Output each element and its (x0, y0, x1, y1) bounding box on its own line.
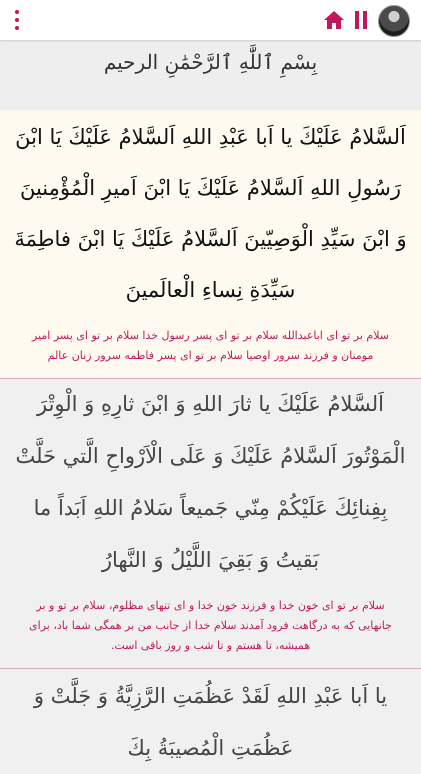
section-divider (0, 668, 421, 669)
more-options-icon[interactable] (10, 10, 24, 30)
section-3-arabic-text[interactable]: يا اَبا عَبْدِ اللهِ لَقَدْ عَظُمَتِ الرَّزِيَّةُ وَ جَلَّتْ وَ عَظُمَتِ الْمُصيبَةُ بِكَ (33, 684, 388, 760)
section-2-arabic-text[interactable]: اَلسَّلامُ عَلَيْكَ يا ثارَ اللهِ وَ ابْنَ ثارِهِ وَ الْوِتْرَ الْمَوْتُورَ اَلسَّلامُ عَلَيْكَ وَ عَلَى الْاَرْواحِ الَّتي حَلَّتْ بِفِنائِكَ عَلَيْكُمْ مِنّي جَميعاً سَلامُ اللهِ اَبَداً ما بَقيتُ وَ بَقِيَ اللَّيْلُ وَ النَّهارُ (15, 392, 406, 572)
avatar[interactable] (378, 5, 410, 37)
top-app-bar (0, 0, 421, 40)
section-2-translation: سلام بر تو ای خون خدا و فرزند خون خدا و ای تنهای مظلوم، سلام بر تو و بر جانهایی که به درگاهت فرود آمدند سلام خدا از جانب من بر همگی شما باد، برای همیشه، تا هستم و تا شب و روز باقی است. (29, 599, 392, 652)
section-1-translation: سلام بر تو ای اباعبدالله سلام بر تو ای پسر رسول خدا سلام بر تو ای پسر امیر مومنان و فرزند سرور اوصیا سلام بر تو ای پسر فاطمه سرور زنان عالم (32, 329, 389, 362)
section-1-arabic-text[interactable]: اَلسَّلامُ عَلَيْكَ يا اَبا عَبْدِ اللهِ اَلسَّلامُ عَلَيْكَ يَا ابْنَ رَسُولِ اللهِ اَلسَّلامُ عَلَيْكَ يَا ابْنَ اَميرِ الْمُؤْمِنينَ وَ ابْنَ سَيِّدِ الْوَصِيّينَ اَلسَّلامُ عَلَيْكَ يَا ابْنَ فاطِمَةَ سَيِّدَةِ نِساءِ الْعالَمينَ (14, 125, 407, 302)
bismillah-header: بِسْمِ ٱللَّٰهِ ٱلرَّحْمَٰنِ الرحيم (0, 40, 421, 111)
home-icon[interactable] (324, 11, 344, 29)
pause-icon[interactable] (354, 11, 368, 29)
